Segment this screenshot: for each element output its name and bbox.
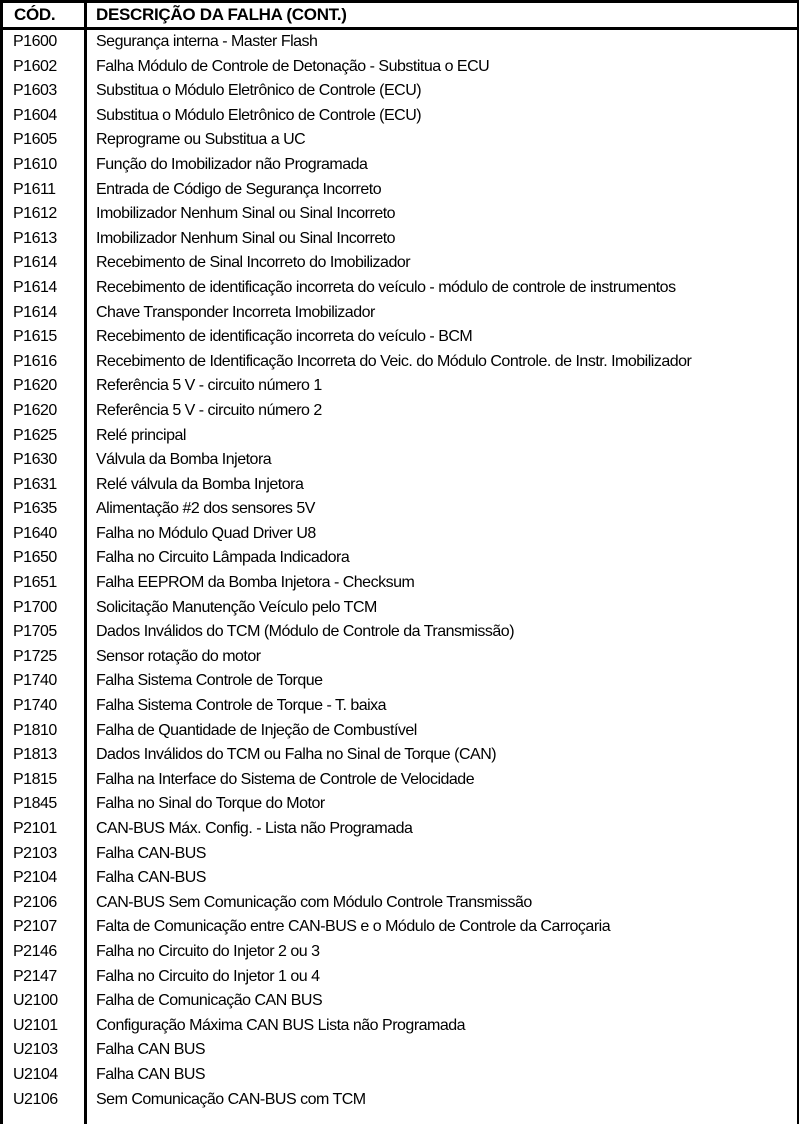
fault-description: Segurança interna - Master Flash [96, 33, 318, 50]
table-row [0, 719, 799, 744]
fault-description: CAN-BUS Sem Comunicação com Módulo Controle Transmissão [96, 893, 532, 911]
table-row [0, 1014, 799, 1039]
fault-description: Relé principal [96, 426, 186, 444]
table-row [0, 915, 799, 940]
table-row [0, 965, 799, 990]
fault-description: Chave Transponder Incorreta Imobilizador [96, 303, 375, 321]
fault-description: Falha de Quantidade de Injeção de Combustível [96, 721, 417, 739]
fault-code: P1620 [13, 401, 57, 419]
column-header-code: CÓD. [14, 5, 56, 24]
fault-code: P1605 [13, 131, 57, 149]
fault-description: Alimentação #2 dos sensores 5V [96, 500, 315, 518]
table-row [0, 473, 799, 498]
table-row [0, 55, 799, 80]
table-row [0, 620, 799, 645]
fault-description: Falha no Circuito do Injetor 1 ou 4 [96, 967, 320, 985]
fault-code: P2104 [13, 869, 57, 887]
fault-description: Falha no Módulo Quad Driver U8 [96, 524, 316, 542]
fault-description: Recebimento de Identificação Incorreta do Veic. do Módulo Controle. de Instr. Imobilizador [96, 352, 692, 370]
table-row [0, 571, 799, 596]
table-row [0, 153, 799, 178]
fault-description: Configuração Máxima CAN BUS Lista não Programada [96, 1016, 466, 1034]
table-row [0, 424, 799, 449]
fault-description: Função do Imobilizador não Programada [96, 155, 368, 173]
table-row [0, 866, 799, 891]
fault-description: Substitua o Módulo Eletrônico de Controle (ECU) [96, 106, 422, 124]
fault-code: P1813 [13, 746, 57, 764]
fault-code: P1603 [13, 82, 57, 100]
fault-description: Relé válvula da Bomba Injetora [96, 475, 304, 493]
fault-code: P1810 [13, 721, 57, 739]
fault-description: Dados Inválidos do TCM (Módulo de Controle da Transmissão) [96, 623, 515, 641]
table-row [0, 1088, 799, 1113]
fault-description: Sensor rotação do motor [96, 647, 261, 665]
table-row [0, 669, 799, 694]
table-row [0, 497, 799, 522]
fault-description: Referência 5 V - circuito número 2 [96, 401, 322, 419]
fault-description: Recebimento de Sinal Incorreto do Imobilizador [96, 254, 411, 272]
fault-code: U2103 [13, 1041, 58, 1059]
fault-code: P1631 [13, 475, 57, 493]
table-row [0, 1038, 799, 1063]
fault-description: Solicitação Manutenção Veículo pelo TCM [96, 598, 377, 616]
fault-code: P1604 [13, 106, 57, 124]
fault-description: Referência 5 V - circuito número 1 [96, 377, 322, 395]
table-row [0, 202, 799, 227]
table-body [0, 30, 799, 1112]
fault-description: Falha CAN-BUS [96, 844, 206, 862]
table-row [0, 128, 799, 153]
fault-description: Falta de Comunicação entre CAN-BUS e o Módulo de Controle da Carroçaria [96, 918, 611, 936]
table-row [0, 989, 799, 1014]
table-row [0, 251, 799, 276]
fault-code: U2101 [13, 1016, 58, 1034]
fault-description: Recebimento de identificação incorreta do veículo - módulo de controle de instrumentos [96, 278, 676, 296]
fault-description: Entrada de Código de Segurança Incorreto [96, 180, 382, 198]
table-row [0, 546, 799, 571]
fault-description: Falha Sistema Controle de Torque - T. baixa [96, 697, 387, 715]
fault-description: Sem Comunicação CAN-BUS com TCM [96, 1090, 366, 1108]
table-header [0, 3, 799, 27]
fault-code: P1630 [13, 451, 57, 469]
fault-code: P1650 [13, 549, 57, 567]
fault-description: Falha de Comunicação CAN BUS [96, 992, 323, 1010]
fault-code: P1602 [13, 57, 57, 75]
table-row [0, 374, 799, 399]
fault-code: P1845 [13, 795, 57, 813]
fault-description: CAN-BUS Máx. Config. - Lista não Programada [96, 820, 413, 837]
fault-code: P1614 [13, 278, 57, 296]
table-row [0, 301, 799, 326]
table-row [0, 30, 799, 55]
table-row [0, 79, 799, 104]
fault-code: P1610 [13, 155, 57, 173]
fault-code: P1740 [13, 697, 57, 715]
fault-code: P1615 [13, 328, 57, 346]
fault-description: Falha no Sinal do Torque do Motor [96, 795, 325, 813]
fault-description: Imobilizador Nenhum Sinal ou Sinal Incorreto [96, 229, 396, 247]
fault-code: P1611 [13, 180, 56, 198]
fault-code: P2101 [13, 820, 57, 837]
table-row [0, 792, 799, 817]
fault-description: Falha CAN-BUS [96, 869, 206, 887]
table-row [0, 448, 799, 473]
fault-code: P1815 [13, 770, 57, 788]
table-row [0, 522, 799, 547]
fault-description: Substitua o Módulo Eletrônico de Controle (ECU) [96, 82, 422, 100]
table-row [0, 596, 799, 621]
table-row [0, 178, 799, 203]
fault-code: P1705 [13, 623, 57, 641]
table-row [0, 694, 799, 719]
fault-code: P2106 [13, 893, 57, 911]
fault-description: Imobilizador Nenhum Sinal ou Sinal Incorreto [96, 205, 396, 223]
fault-code: P1700 [13, 598, 57, 616]
fault-description: Falha Sistema Controle de Torque [96, 672, 323, 690]
fault-code: P1616 [13, 352, 57, 370]
table-row [0, 645, 799, 670]
fault-code: P1740 [13, 672, 57, 690]
fault-description: Falha no Circuito do Injetor 2 ou 3 [96, 942, 320, 960]
fault-description: Falha CAN BUS [96, 1065, 206, 1083]
fault-code: U2104 [13, 1065, 58, 1083]
table-row [0, 1063, 799, 1088]
fault-code: P1614 [13, 303, 57, 321]
table-row [0, 350, 799, 375]
fault-code: P1640 [13, 524, 57, 542]
fault-code: P2107 [13, 918, 57, 936]
fault-description: Reprograme ou Substitua a UC [96, 131, 306, 149]
table-row [0, 399, 799, 424]
fault-code: U2106 [13, 1090, 58, 1108]
column-header-description: DESCRIÇÃO DA FALHA (CONT.) [96, 5, 347, 24]
fault-code: P1725 [13, 647, 57, 665]
fault-description: Falha EEPROM da Bomba Injetora - Checksum [96, 574, 415, 592]
table-row [0, 743, 799, 768]
table-row [0, 768, 799, 793]
table-row [0, 940, 799, 965]
fault-description: Dados Inválidos do TCM ou Falha no Sinal de Torque (CAN) [96, 746, 497, 764]
table-row [0, 817, 799, 842]
fault-code: P1625 [13, 426, 57, 444]
fault-description: Recebimento de identificação incorreta do veículo - BCM [96, 328, 473, 346]
fault-code: P1635 [13, 500, 57, 518]
table-row [0, 227, 799, 252]
fault-description: Falha CAN BUS [96, 1041, 206, 1059]
fault-code: P1600 [13, 33, 57, 50]
fault-code: P1612 [13, 205, 57, 223]
fault-code: P2147 [13, 967, 57, 985]
fault-code: U2100 [13, 992, 58, 1010]
table-row [0, 104, 799, 129]
fault-description: Válvula da Bomba Injetora [96, 451, 272, 469]
table-row [0, 842, 799, 867]
fault-description: Falha Módulo de Controle de Detonação - Substitua o ECU [96, 57, 490, 75]
table-row [0, 891, 799, 916]
fault-code: P2103 [13, 844, 57, 862]
fault-description: Falha no Circuito Lâmpada Indicadora [96, 549, 350, 567]
table-row [0, 325, 799, 350]
fault-code: P2146 [13, 942, 57, 960]
fault-code: P1620 [13, 377, 57, 395]
fault-code: P1614 [13, 254, 57, 272]
fault-code: P1651 [13, 574, 57, 592]
fault-description: Falha na Interface do Sistema de Controle de Velocidade [96, 770, 475, 788]
fault-code: P1613 [13, 229, 57, 247]
table-row [0, 276, 799, 301]
